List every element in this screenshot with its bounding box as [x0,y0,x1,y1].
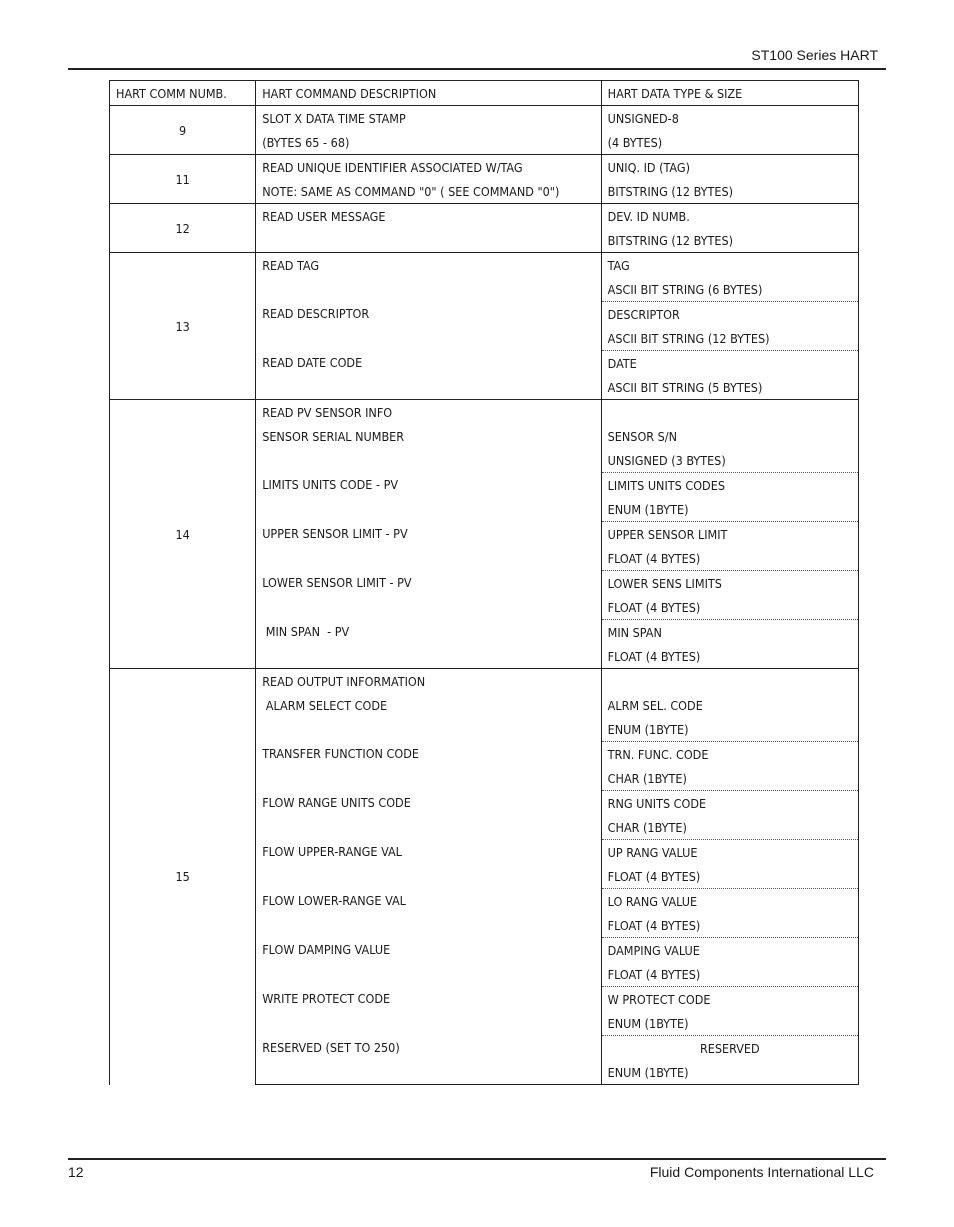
data-type-cell: DATE [601,351,858,376]
command-number-cell: 11 [110,155,256,204]
data-type-cell: RESERVED [601,1036,858,1061]
command-description-cell [256,546,601,571]
command-description-cell: (BYTES 65 - 68) [256,130,601,155]
command-description-cell: MIN SPAN - PV [256,620,601,645]
data-type-cell: (4 BYTES) [601,130,858,155]
command-description-cell [256,277,601,302]
data-type-cell: ASCII BIT STRING (12 BYTES) [601,326,858,351]
command-description-cell: ALARM SELECT CODE [256,693,601,717]
header-command-description: HART COMMAND DESCRIPTION [256,81,601,106]
command-description-cell [256,497,601,522]
data-type-cell: ASCII BIT STRING (5 BYTES) [601,375,858,400]
command-description-cell [256,766,601,791]
data-type-cell [601,669,858,694]
header-comm-numb: HART COMM NUMB. [110,81,256,106]
command-number-cell: 14 [110,400,256,669]
command-description-cell [256,815,601,840]
command-number-cell: 13 [110,253,256,400]
command-description-cell [256,1060,601,1085]
data-type-cell: UNSIGNED (3 BYTES) [601,448,858,473]
data-type-cell: FLOAT (4 BYTES) [601,962,858,987]
data-type-cell: CHAR (1BYTE) [601,815,858,840]
table-row [110,204,859,229]
command-description-cell: SENSOR SERIAL NUMBER [256,424,601,448]
command-number-cell: 9 [110,106,256,155]
command-description-cell [256,962,601,987]
command-description-cell [256,644,601,669]
data-type-cell: UNSIGNED-8 [601,106,858,131]
command-description-cell: READ USER MESSAGE [256,204,601,229]
command-description-cell: TRANSFER FUNCTION CODE [256,742,601,767]
command-description-cell: LOWER SENSOR LIMIT - PV [256,571,601,596]
data-type-cell: ENUM (1BYTE) [601,717,858,742]
command-description-cell: FLOW RANGE UNITS CODE [256,791,601,816]
data-type-cell: DEV. ID NUMB. [601,204,858,229]
data-type-cell: LOWER SENS LIMITS [601,571,858,596]
page-footer [68,1158,886,1180]
page-header [68,47,886,70]
data-type-cell: RNG UNITS CODE [601,791,858,816]
data-type-cell: DAMPING VALUE [601,938,858,963]
command-description-cell: FLOW UPPER-RANGE VAL [256,840,601,865]
document-title: ST100 Series HART [751,47,878,63]
command-description-cell [256,913,601,938]
data-type-cell: ENUM (1BYTE) [601,497,858,522]
data-type-cell: FLOAT (4 BYTES) [601,595,858,620]
table-row [110,253,859,278]
data-type-cell: LIMITS UNITS CODES [601,473,858,498]
data-type-cell: W PROTECT CODE [601,987,858,1012]
data-type-cell: MIN SPAN [601,620,858,645]
data-type-cell: TAG [601,253,858,278]
data-type-cell: ENUM (1BYTE) [601,1011,858,1036]
table-row [110,106,859,131]
command-description-cell [256,595,601,620]
data-type-cell: TRN. FUNC. CODE [601,742,858,767]
table-body [110,81,859,1085]
data-type-cell: UP RANG VALUE [601,840,858,865]
data-type-cell [601,400,858,425]
command-description-cell [256,375,601,400]
table-row [110,400,859,425]
data-type-cell: ASCII BIT STRING (6 BYTES) [601,277,858,302]
command-description-cell [256,1011,601,1036]
command-description-cell: FLOW DAMPING VALUE [256,938,601,963]
data-type-cell: DESCRIPTOR [601,302,858,327]
command-description-cell: READ UNIQUE IDENTIFIER ASSOCIATED W/TAG [256,155,601,180]
data-type-cell: FLOAT (4 BYTES) [601,644,858,669]
data-type-cell: LO RANG VALUE [601,889,858,914]
data-type-cell: SENSOR S/N [601,424,858,448]
command-description-cell: SLOT X DATA TIME STAMP [256,106,601,131]
data-type-cell: UPPER SENSOR LIMIT [601,522,858,547]
command-description-cell: FLOW LOWER-RANGE VAL [256,889,601,914]
data-type-cell: ENUM (1BYTE) [601,1060,858,1085]
command-description-cell: READ DESCRIPTOR [256,302,601,327]
data-type-cell: BITSTRING (12 BYTES) [601,179,858,204]
command-description-cell [256,228,601,253]
command-number-cell: 15 [110,669,256,1085]
page-number: 12 [68,1164,84,1180]
command-description-cell: READ TAG [256,253,601,278]
command-description-cell: READ DATE CODE [256,351,601,376]
command-number-cell: 12 [110,204,256,253]
table-header-row [110,81,859,106]
data-type-cell: CHAR (1BYTE) [601,766,858,791]
command-description-cell [256,326,601,351]
command-description-cell [256,717,601,742]
command-description-cell: READ OUTPUT INFORMATION [256,669,601,694]
data-type-cell: FLOAT (4 BYTES) [601,546,858,571]
command-description-cell: READ PV SENSOR INFO [256,400,601,425]
data-type-cell: BITSTRING (12 BYTES) [601,228,858,253]
data-type-cell: UNIQ. ID (TAG) [601,155,858,180]
command-description-cell: RESERVED (SET TO 250) [256,1036,601,1061]
hart-command-table [109,80,859,1085]
data-type-cell: ALRM SEL. CODE [601,693,858,717]
command-description-cell: WRITE PROTECT CODE [256,987,601,1012]
table-row [110,155,859,180]
table-row [110,669,859,694]
data-type-cell: FLOAT (4 BYTES) [601,913,858,938]
command-description-cell [256,448,601,473]
command-description-cell: LIMITS UNITS CODE - PV [256,473,601,498]
command-description-cell: NOTE: SAME AS COMMAND "0" ( SEE COMMAND "0") [256,179,601,204]
company-name: Fluid Components International LLC [649,1164,874,1180]
command-description-cell [256,864,601,889]
header-data-type-size: HART DATA TYPE & SIZE [601,81,858,106]
command-description-cell: UPPER SENSOR LIMIT - PV [256,522,601,547]
data-type-cell: FLOAT (4 BYTES) [601,864,858,889]
